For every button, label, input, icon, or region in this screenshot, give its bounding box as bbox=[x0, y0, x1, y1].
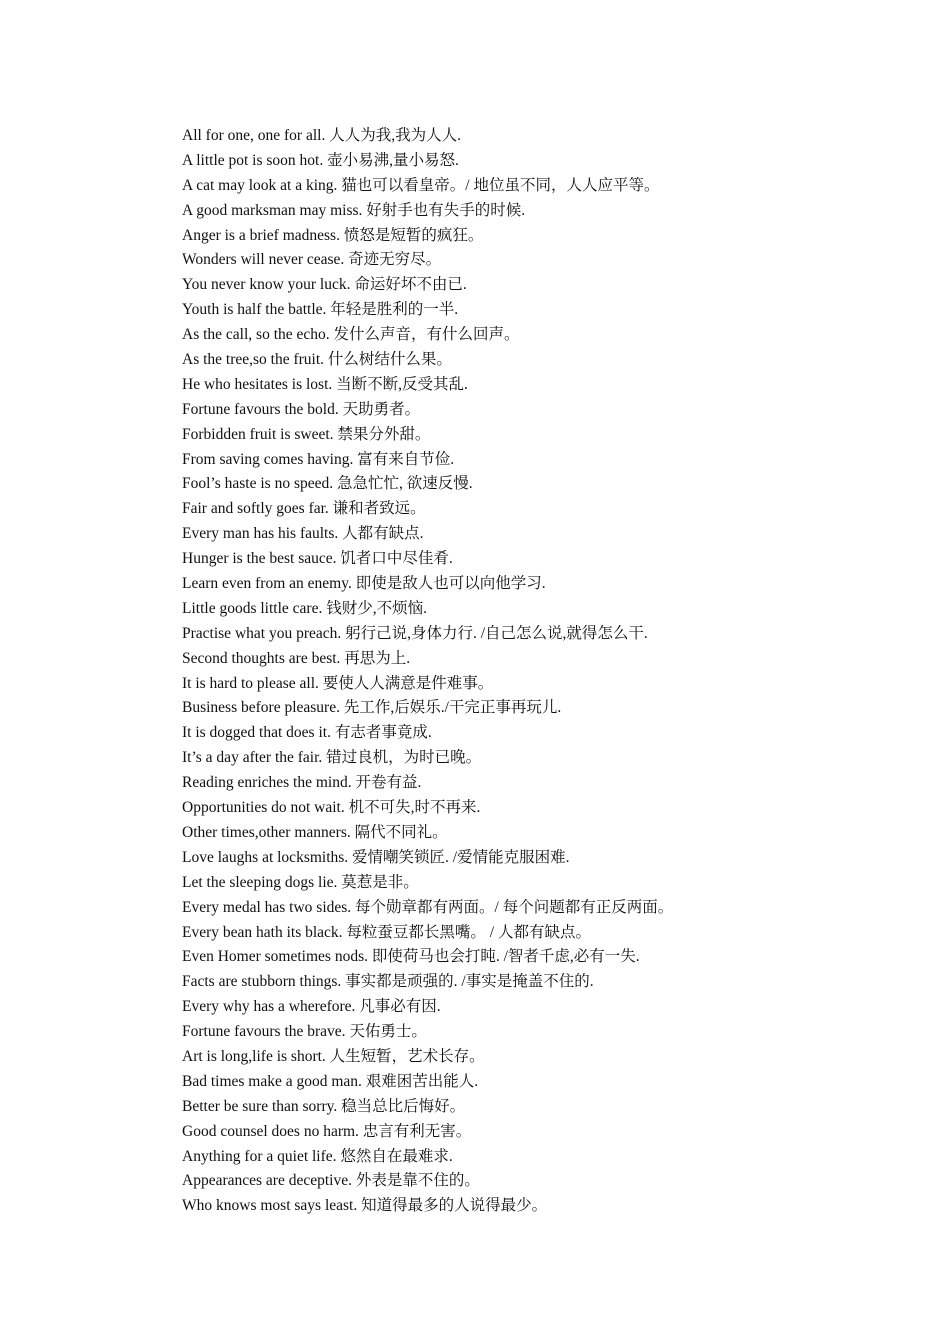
proverb-line: Love laughs at locksmiths. 爱情嘲笑锁匠. /爱情能克服困难. bbox=[182, 848, 570, 866]
proverb-line: Fool’s haste is no speed. 急急忙忙, 欲速反慢. bbox=[182, 475, 473, 493]
proverb-line: Facts are stubborn things. 事实都是顽强的. /事实是掩盖不住的. bbox=[182, 973, 594, 991]
proverb-line: Opportunities do not wait. 机不可失,时不再来. bbox=[182, 799, 481, 817]
proverb-line: He who hesitates is lost. 当断不断,反受其乱. bbox=[182, 375, 468, 393]
proverb-line: Learn even from an enemy. 即使是敌人也可以向他学习. bbox=[182, 575, 546, 593]
proverb-line: Every medal has two sides. 每个勋章都有两面。/ 每个问题都有正反两面。 bbox=[182, 898, 674, 916]
proverb-line: Business before pleasure. 先工作,后娱乐./干完正事再玩儿. bbox=[182, 699, 562, 717]
proverb-line: It is hard to please all. 要使人人满意是件难事。 bbox=[182, 674, 494, 692]
proverb-line: Good counsel does no harm. 忠言有利无害。 bbox=[182, 1122, 472, 1140]
proverb-line: From saving comes having. 富有来自节俭. bbox=[182, 450, 455, 468]
proverb-line: You never know your luck. 命运好坏不由已. bbox=[182, 276, 467, 294]
proverb-line: It’s a day after the fair. 错过良机，为时已晚。 bbox=[182, 749, 482, 767]
proverb-line: Fortune favours the brave. 天佑勇士。 bbox=[182, 1023, 427, 1041]
proverb-line: Wonders will never cease. 奇迹无穷尽。 bbox=[182, 251, 442, 269]
proverb-line: As the call, so the echo. 发什么声音，有什么回声。 bbox=[182, 326, 520, 344]
proverb-line: Who knows most says least. 知道得最多的人说得最少。 bbox=[182, 1197, 548, 1215]
proverb-line: Fair and softly goes far. 谦和者致远。 bbox=[182, 500, 426, 518]
proverb-line: A good marksman may miss. 好射手也有失手的时候. bbox=[182, 201, 526, 219]
proverb-line: Anything for a quiet life. 悠然自在最难求. bbox=[182, 1147, 453, 1165]
proverb-line: Anger is a brief madness. 愤怒是短暂的疯狂。 bbox=[182, 226, 484, 244]
proverb-line: Art is long,life is short. 人生短暂，艺术长存。 bbox=[182, 1047, 485, 1065]
proverb-line: Every man has his faults. 人都有缺点. bbox=[182, 525, 424, 543]
proverb-line: Bad times make a good man. 艰难困苦出能人. bbox=[182, 1072, 479, 1090]
proverb-line: Little goods little care. 钱财少,不烦恼. bbox=[182, 599, 427, 617]
proverb-line: A little pot is soon hot. 壶小易沸,量小易怒. bbox=[182, 151, 459, 169]
proverb-line: Reading enriches the mind. 开卷有益. bbox=[182, 774, 422, 792]
proverb-line: Forbidden fruit is sweet. 禁果分外甜。 bbox=[182, 425, 431, 443]
proverb-line: Appearances are deceptive. 外表是靠不住的。 bbox=[182, 1172, 480, 1190]
proverb-line: Youth is half the battle. 年轻是胜利的一半. bbox=[182, 301, 459, 319]
proverb-line: It is dogged that does it. 有志者事竟成. bbox=[182, 724, 432, 742]
proverb-line: Fortune favours the bold. 天助勇者。 bbox=[182, 400, 421, 418]
proverb-line: Practise what you preach. 躬行己说,身体力行. /自己怎么说,就得怎么干. bbox=[182, 624, 648, 642]
proverb-line: As the tree,so the fruit. 什么树结什么果。 bbox=[182, 351, 452, 369]
proverb-line: Let the sleeping dogs lie. 莫惹是非。 bbox=[182, 873, 419, 891]
proverb-line: Other times,other manners. 隔代不同礼。 bbox=[182, 823, 448, 841]
proverb-line: Every why has a wherefore. 凡事必有因. bbox=[182, 998, 441, 1016]
proverb-line: Second thoughts are best. 再思为上. bbox=[182, 649, 411, 667]
proverb-line: Hunger is the best sauce. 饥者口中尽佳肴. bbox=[182, 550, 453, 568]
proverb-line: Better be sure than sorry. 稳当总比后悔好。 bbox=[182, 1097, 466, 1115]
proverb-line: Even Homer sometimes nods. 即使荷马也会打盹. /智者千虑,必有一失. bbox=[182, 948, 640, 966]
proverb-list bbox=[182, 124, 902, 1219]
proverb-line: All for one, one for all. 人人为我,我为人人. bbox=[182, 127, 461, 144]
proverb-line: Every bean hath its black. 每粒蚕豆都长黑嘴。 / 人都有缺点。 bbox=[182, 923, 591, 941]
proverb-line: A cat may look at a king. 猫也可以看皇帝。/ 地位虽不同，人人应平等。 bbox=[182, 176, 660, 194]
